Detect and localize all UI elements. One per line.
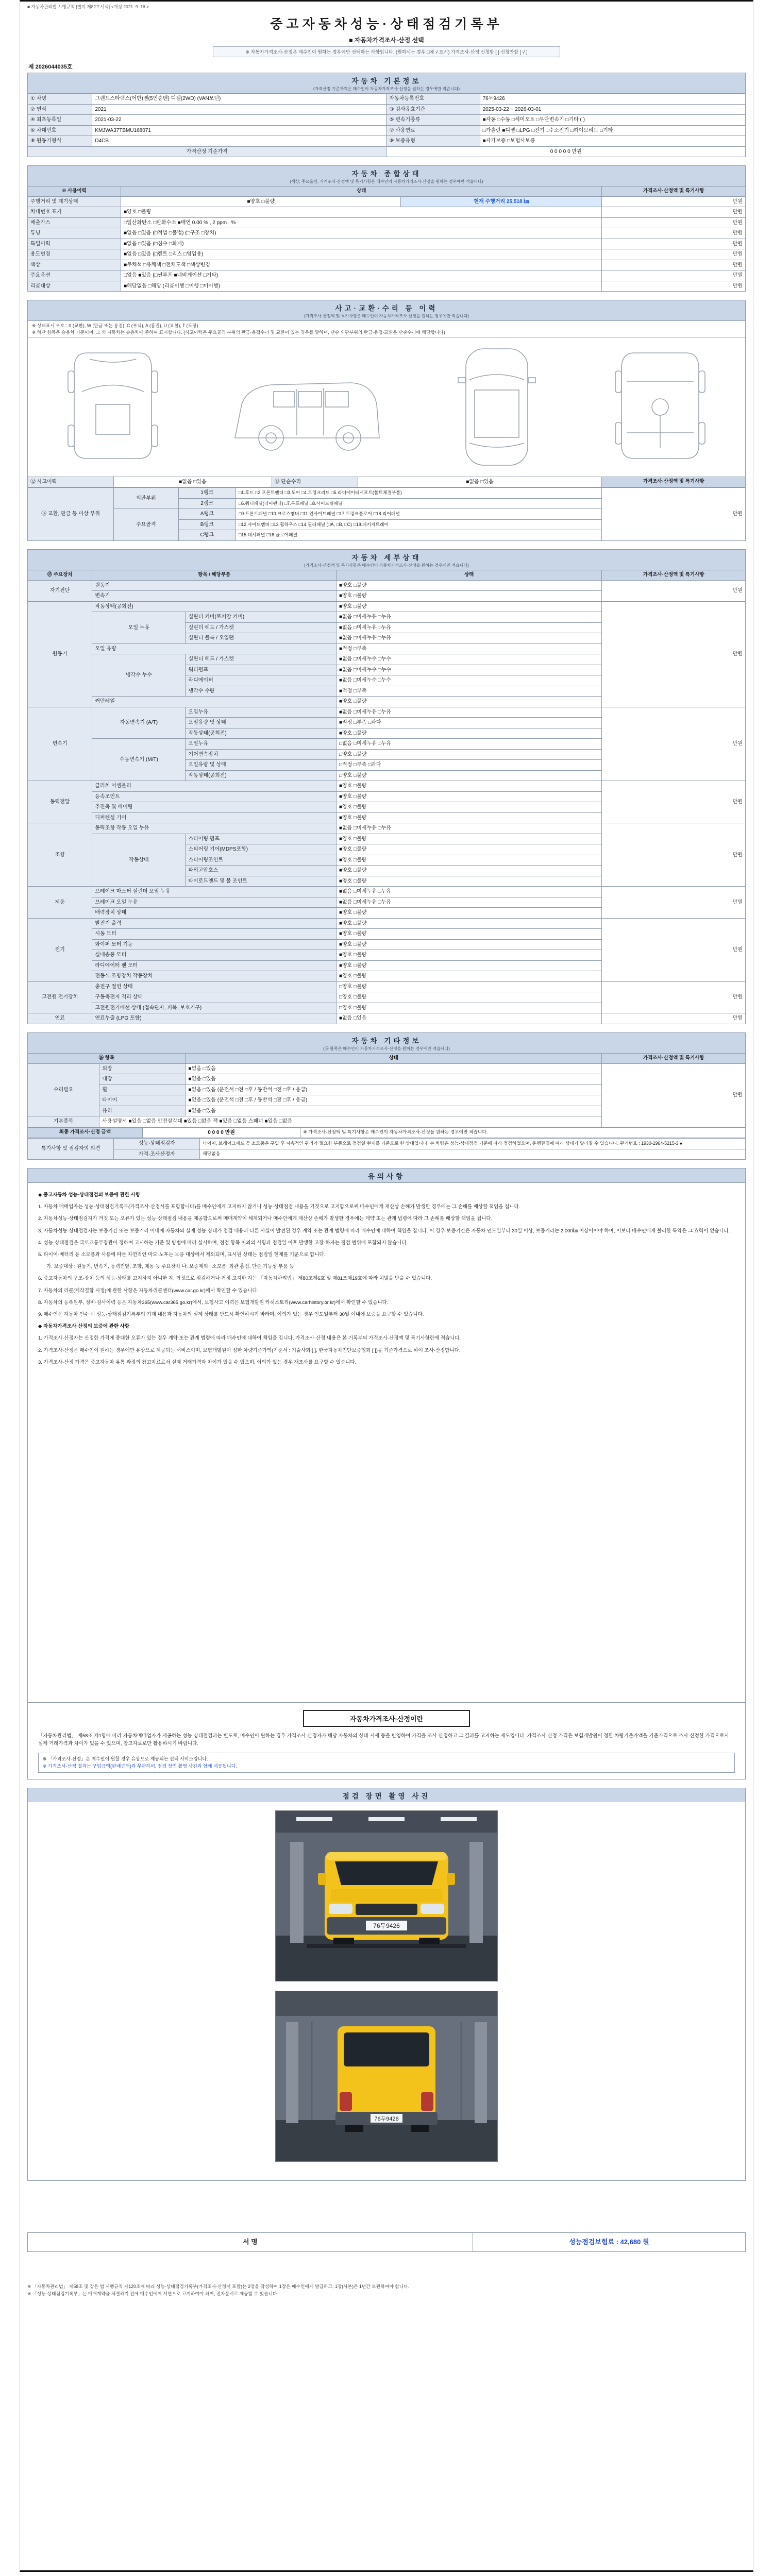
table-cell: 연료누출 (LPG 포함) xyxy=(92,1013,337,1024)
document-page xyxy=(20,0,753,2572)
table-cell: 만원 xyxy=(602,1063,746,1127)
table-cell: 특기사항 및 점검자의 의견 xyxy=(28,1139,114,1160)
signature-table xyxy=(27,2232,746,2252)
inspection-photo-rear xyxy=(275,1991,498,2162)
table-cell: □15.대시패널 □16.플로어패널 xyxy=(236,530,601,541)
table-cell: 0 0 0 0 0 만원 xyxy=(386,146,746,157)
inspection-photos xyxy=(27,1802,746,2181)
accident-history-table xyxy=(27,477,746,488)
table-cell: □양호 □불량 xyxy=(336,770,601,781)
table-cell: 변속기 xyxy=(92,591,337,602)
table-cell: 사용설명서 ■있음 □없음 안전삼각대 ■있음 □없음 잭 ■있음 □없음 스패너 ■있음 □없음 xyxy=(99,1116,602,1127)
notice-paragraph: 가. 보증대상 : 원동기, 변속기, 동력전달, 조향, 제동 등 주요장치 나. 보증제외 : 소모품, 외관 흠집, 단순 기능성 부품 등 xyxy=(46,1264,294,1270)
spacer xyxy=(27,157,746,165)
table-cell: □12.사이드멤버 □13.휠하우스 □14.필러패널 (□A, □B, □C) □19.패키지트레이 xyxy=(236,519,601,530)
table-cell: 가격산정 기준가격 xyxy=(28,146,386,157)
table-cell: 2021 xyxy=(92,104,386,115)
overall-condition-table xyxy=(27,186,746,292)
table-cell: 만원 xyxy=(602,981,746,1013)
table-cell: 차대번호 표기 xyxy=(28,207,121,218)
table-cell: 만원 xyxy=(602,488,746,541)
table-cell: ■없음 □있음 (운전석 □전 □후 / 동반석 □전 □후 / 응급) xyxy=(186,1095,602,1106)
table-cell: ■없음 □있음 (운전석 □전 □후 / 동반석 □전 □후 / 응급) xyxy=(186,1084,602,1095)
table-cell: □6.쿼터패널(리어펜더) □7.루프패널 □8.사이드실패널 xyxy=(236,498,601,509)
section-other-title: 자동차 기타정보 xyxy=(351,1037,422,1045)
notice-paragraph: 4. 성능·상태점검은 국토교통부장관이 정하여 고시하는 기준 및 방법에 따라 실시하며, 점검 항목 이외의 사항과 점검일 이후 발생한 고장·하자는 점검 범위에 포함되지 않습니다. xyxy=(38,1240,408,1246)
table-cell: 원동기 xyxy=(28,601,92,707)
table-cell: 스티어링 기어(MDPS포함) xyxy=(186,844,337,855)
section-photos-title: 점검 장면 촬영 사진 xyxy=(342,1792,431,1801)
table-cell: ■양호 □불량 xyxy=(336,591,601,602)
table-cell: ■없음 □있음 (□적법 □불법) (□구조 □장치) xyxy=(121,228,602,239)
table-cell: 상태 xyxy=(121,187,602,197)
table-cell: 브레이크 마스터 실린더 오일 누유 xyxy=(92,887,337,897)
table-cell: ⑩ 사용이력 xyxy=(28,187,121,197)
table-cell: 커먼레일 xyxy=(92,697,337,707)
table-cell: 등속조인트 xyxy=(92,791,337,802)
notice-paragraph: 5. 타이어·배터리 등 소모품과 사용에 따른 자연적인 마모·노후는 보증 대상에서 제외되며, 표시된 상태는 점검일 현재를 기준으로 합니다. xyxy=(38,1252,326,1258)
table-cell: 만원 xyxy=(602,207,746,218)
notice-paragraph: 3. 자동차성능·상태점검자는 보증기간 또는 보증거리 이내에 자동차의 실제 성능·상태가 점검 내용과 다른 사실이 발견된 경우 계약 또는 관계 법령에 따라 매수인에 대하여 책임을 집니다. 이 경우 보증기간은 자동차 인도일부터 30일 이상, 보증거리는 2,000㎞ 이상이어야 하며, 이보다 매수인에게 불리한 특약은 그 효력이 없습니다. xyxy=(38,1228,730,1234)
table-cell: □1.후드 □2.프론트펜더 □3.도어 □4.트렁크리드 □5.라디에이터서포트(볼트체결부품) xyxy=(236,488,601,499)
table-cell: ※ 가격조사·산정액 및 특기사항은 매수인이 자동차가격조사·산정을 원하는 경우에만 적습니다. xyxy=(300,1127,746,1138)
table-cell: 만원 xyxy=(602,239,746,249)
table-cell: 냉각수 수량 xyxy=(186,686,337,697)
table-cell: 타이어 xyxy=(99,1095,186,1106)
table-cell: ④ 최초등록일 xyxy=(28,115,92,126)
table-cell: ■없음 □있음 xyxy=(186,1074,602,1085)
table-cell: ② 연식 xyxy=(28,104,92,115)
notice-paragraph: 6. 중고자동차의 구조·장치 등의 성능·상태를 고지하지 아니한 자, 거짓으로 점검하거나 거짓 고지한 자는 「자동차관리법」 제80조제6호 및 제81조제19호에 따라 처벌을 받을 수 있습니다. xyxy=(38,1276,432,1282)
table-cell: ① 차명 xyxy=(28,94,92,105)
detail-condition-table xyxy=(27,570,746,1024)
table-cell: 실린더 헤드 / 가스켓 xyxy=(186,622,337,633)
table-cell: 외판부위 xyxy=(114,488,178,509)
section-notices-header xyxy=(27,1168,746,1182)
spacer xyxy=(27,1780,746,1788)
table-cell: 변속기 xyxy=(28,707,92,781)
table-cell: 배출가스 xyxy=(28,217,121,228)
table-cell: 특별이력 xyxy=(28,239,121,249)
table-cell: 충전구 절연 상태 xyxy=(92,981,337,992)
table-cell: 리콜대상 xyxy=(28,281,121,292)
inspector-opinion-table xyxy=(27,1138,746,1160)
table-cell: 원동기 xyxy=(92,580,337,591)
section-other-header xyxy=(27,1032,746,1053)
table-cell: ■양호 □불량 xyxy=(336,834,601,844)
price-select-title: ■ 자동차가격조사·산정 선택 xyxy=(349,37,424,44)
table-cell: ■없음 □있음 (□침수 □화재) xyxy=(121,239,602,249)
section-notices-title: 유의사항 xyxy=(367,1173,406,1181)
table-cell: 가격조사·산정액 및 특기사항 xyxy=(602,1053,746,1063)
table-cell: 용도변경 xyxy=(28,249,121,260)
table-cell: ■양호 □불량 xyxy=(336,971,601,982)
table-cell: ■양호 □불량 xyxy=(121,207,602,218)
notice-paragraph: 7. 자동차의 리콜(제작결함 시정)에 관한 사항은 자동차리콜센터(www.car.go.kr)에서 확인할 수 있습니다. xyxy=(38,1287,259,1294)
table-cell: ■적정 □부족 xyxy=(336,686,601,697)
table-cell: 오일유량 및 상태 xyxy=(186,760,337,771)
table-cell: □9.프론트패널 □10.크로스멤버 □11.인사이드패널 □17.트렁크플로어 □18.리어패널 xyxy=(236,509,601,520)
table-cell: 기어변속장치 xyxy=(186,749,337,760)
table-cell: 작동상태(공회전) xyxy=(186,770,337,781)
table-cell: ⑫ 사고이력 xyxy=(28,477,114,487)
legend-line-2: ※ 하단 항목은 승용차 기준이며, 그 외 자동차는 승용차에 준하여 표시합니다. (사고이력은 주요골격 부위의 판금·용접수리 및 교환이 있는 경우를 말하며, 단순 외판부위의 판금·용접·교환은 단순수리에 해당합니다) xyxy=(32,329,445,335)
table-cell: ■양호 □불량 xyxy=(336,802,601,813)
table-cell: □일산화탄소 □탄화수소 ■매연 0.00 % , 2 ppm , % xyxy=(121,217,602,228)
table-cell: 1랭크 xyxy=(178,488,236,499)
table-cell: 만원 xyxy=(602,918,746,981)
table-cell: 워터펌프 xyxy=(186,665,337,675)
table-cell: 오일 누유 xyxy=(92,612,186,644)
table-cell: 오일누유 xyxy=(186,739,337,750)
table-cell: 2025-03-22 ~ 2026-03-01 xyxy=(480,104,745,115)
table-cell: 수동변속기 (M/T) xyxy=(92,739,186,781)
table-cell: ■없음 □미세누유 □누유 xyxy=(336,707,601,718)
other-info-table xyxy=(27,1053,746,1127)
table-cell: ■없음 □있음 (□렌트 □리스 □영업용) xyxy=(121,249,602,260)
state-code-legend xyxy=(27,320,746,337)
table-cell: ⑧ 원동기형식 xyxy=(28,136,92,147)
spacer xyxy=(27,292,746,300)
table-cell: 발전기 출력 xyxy=(92,918,337,929)
car-diagram-side xyxy=(222,343,387,471)
table-cell: ■없음 □미세누수 □누수 xyxy=(336,654,601,665)
table-cell: □없음 ■있음 (□썬루프 ■네비게이션 □기타) xyxy=(121,270,602,281)
table-cell: ■없음 □미세누유 □누유 xyxy=(336,612,601,623)
table-cell: 만원 xyxy=(602,228,746,239)
table-cell: ⑮ 주요장치 xyxy=(28,570,92,580)
table-cell: 외장 xyxy=(99,1063,186,1074)
table-cell: D4CB xyxy=(92,136,386,147)
table-cell: ■양호 □불량 xyxy=(336,960,601,971)
notice-paragraph: 2. 가격조사·산정은 매수인이 원하는 경우에만 유상으로 제공되는 서비스이며, 보험개발원이 정한 차량기준가액(기준서 : 기술사회 [ ], 한국자동차진단보증협회 [ ])을 기준가격으로 하여 조사·산정합니다. xyxy=(38,1347,461,1353)
table-cell: 실린더 블록 / 오일팬 xyxy=(186,633,337,644)
table-cell: 만원 xyxy=(602,260,746,270)
car-diagram-rear-underbody xyxy=(606,343,714,471)
table-cell: 작동상태 xyxy=(92,834,186,887)
table-cell: 디퍼렌셜 기어 xyxy=(92,812,337,823)
table-cell: 클러치 어셈블리 xyxy=(92,781,337,792)
table-cell: ■양호 □불량 xyxy=(336,791,601,802)
spacer xyxy=(27,541,746,549)
table-cell: ■없음 □미세누유 □누유 xyxy=(336,887,601,897)
table-cell: 서 명 xyxy=(28,2233,473,2252)
table-cell: 항목 / 해당부품 xyxy=(92,570,337,580)
section-other-note: (⑯ 항목은 매수인이 자동차가격조사·산정을 원하는 경우에만 적습니다) xyxy=(323,1046,450,1051)
table-cell: 만원 xyxy=(602,887,746,919)
table-cell: □양호 □불량 xyxy=(336,992,601,1003)
table-cell: 성능·상태점검자 xyxy=(114,1139,200,1149)
table-cell: 상태 xyxy=(336,570,601,580)
table-cell: 냉각수 누수 xyxy=(92,654,186,697)
table-cell: 만원 xyxy=(602,196,746,207)
table-cell: ■없음 □미세누수 □누수 xyxy=(336,675,601,686)
table-cell: 주요옵션 xyxy=(28,270,121,281)
table-cell: 튜닝 xyxy=(28,228,121,239)
notice-paragraph: 9. 매수인은 자동차 인수 시 성능·상태점검기록부의 기재 내용과 자동차의 실제 상태를 반드시 확인하시기 바라며, 이의가 있는 경우 인도일부터 30일 이내에 보증을 요구할 수 있습니다. xyxy=(38,1311,424,1317)
table-cell: 자동차등록번호 xyxy=(386,94,480,105)
table-cell: 와이퍼 모터 기능 xyxy=(92,939,337,950)
section-basic-title: 자동차 기본정보 xyxy=(351,77,422,85)
table-cell: 그랜드스타렉스(어반)밴(5인승밴) 디젤(2WD) (VAN모던) xyxy=(92,94,386,105)
table-cell: □가솔린 ■디젤 □LPG □전기 □수소전기 □하이브리드 □기타 xyxy=(480,125,745,136)
price-definition-body: 「자동차관리법」 제58조 제1항에 따라 자동차매매업자가 제공하는 성능·상태점검과는 별도로, 매수인이 원하는 경우 가격조사·산정자가 해당 자동차의 상태·시세 등을 반영하여 가격을 조사·산정하고 그 결과를 고지하는 제도입니다. 가격조사·산정 가격은 보험개발원이 정한 차량기준가액을 기준가격으로 조사·산정한 가격으로서 실제 거래가격과 차이가 있을 수 있으며, 참고자료로만 활용하시기 바랍니다. xyxy=(38,1733,729,1747)
table-cell: 76두9426 xyxy=(480,94,745,105)
table-cell: 자기진단 xyxy=(28,580,92,601)
section-basic-header xyxy=(27,73,746,93)
notice-paragraph: 1. 가격조사·산정자는 산정한 가격에 중대한 오류가 있는 경우 계약 또는 관계 법령에 따라 매수인에 대하여 책임을 집니다. 가격조사·산정 내용은 본 기록부의 가격조사·산정액 및 특기사항란에 적습니다. xyxy=(38,1335,461,1342)
table-cell: 해당없음 xyxy=(200,1149,746,1160)
section-overall-note: (색상, 주요옵션, 가격조사·산정액 및 특기사항은 매수인이 자동차가격조사·산정을 원하는 경우에만 적습니다) xyxy=(290,179,483,184)
table-cell: 오일 유량 xyxy=(92,643,337,654)
table-cell: 수리필요 xyxy=(28,1063,99,1116)
table-cell: ⑦ 사용연료 xyxy=(386,125,480,136)
section-photos-header xyxy=(27,1788,746,1802)
notice-paragraph: ◆ 중고자동차 성능·상태점검의 보증에 관한 사항 xyxy=(38,1192,141,1198)
section-detail-note: (가격조사·산정액 및 특기사항은 매수인이 자동차가격조사·산정을 원하는 경우에만 적습니다) xyxy=(304,563,469,568)
price-definition-title: 자동차가격조사·산정이란 xyxy=(303,1710,470,1727)
table-cell: ■양호 □불량 xyxy=(336,812,601,823)
table-cell: ■없음 □있음 xyxy=(186,1106,602,1116)
spacer xyxy=(27,1024,746,1032)
table-cell: 타이어, 브레이크패드 등 소모품은 구입 후 지속적인 관리가 필요한 부품으로 점검일 현재를 기준으로 한 상태입니다. 본 차량은 성능·상태점검 기준에 따라 점검하였으며, 운행환경에 따라 상태가 달라질 수 있습니다. 관리번호 : 1930-1964-5215-3 ♠ xyxy=(200,1139,746,1149)
table-cell: 내장 xyxy=(99,1074,186,1085)
table-cell: 조향 xyxy=(28,823,92,887)
panel-rank-table xyxy=(27,487,746,541)
table-cell: 전동식 조향장치 작동장치 xyxy=(92,971,337,982)
table-cell: ③ 검사유효기간 xyxy=(386,104,480,115)
table-cell: 만원 xyxy=(602,249,746,260)
table-cell: ■무채색 □유채색 □전체도색 □색상변경 xyxy=(121,260,602,270)
table-cell: ■적정 □부족 □과다 xyxy=(336,718,601,728)
table-cell: ■양호 □불량 xyxy=(336,697,601,707)
table-cell: 2랭크 xyxy=(178,498,236,509)
table-cell: ■양호 □불량 xyxy=(336,601,601,612)
table-cell: 타이로드엔드 및 볼 조인트 xyxy=(186,876,337,887)
table-cell: ■양호 □불량 xyxy=(336,580,601,591)
table-cell: ⑤ 변속기종류 xyxy=(386,115,480,126)
notice-paragraph: 1. 자동차 매매업자는 성능·상태점검기록부(가격조사·산정서를 포함합니다)를 매수인에게 고지하지 않거나 성능·상태점검 내용을 거짓으로 고지함으로써 매수인에게 재산상 손해가 발생한 경우에는 그 손해를 배상할 책임을 집니다. xyxy=(38,1204,520,1210)
table-cell: 0 0 0 0 만원 xyxy=(142,1127,300,1138)
notice-paragraph: 2. 자동차성능·상태점검자가 거짓 또는 오류가 있는 성능·상태점검 내용을 제공함으로써 매매계약이 해제되거나 매수인에게 재산상 손해가 발생한 경우에는 계약 또는 관계 법령에 따라 그 손해를 배상할 책임을 집니다. xyxy=(38,1216,493,1222)
table-cell: 휠 xyxy=(99,1084,186,1095)
basic-info-table xyxy=(27,93,746,157)
table-cell: ■없음 □미세누유 □누유 xyxy=(336,897,601,908)
table-cell: A랭크 xyxy=(178,509,236,520)
table-cell: ■해당없음 □해당 (리콜이행 □이행 □미이행) xyxy=(121,281,602,292)
table-cell: 작동상태(공회전) xyxy=(186,728,337,739)
price-definition-note-1: ※ 「가격조사·산정」은 매수인이 원할 경우 유상으로 제공되는 선택 서비스입니다. xyxy=(43,1756,208,1762)
table-cell: 자동변속기 (A/T) xyxy=(92,707,186,739)
table-cell: 실내송풍 모터 xyxy=(92,950,337,961)
table-cell: 시동 모터 xyxy=(92,929,337,940)
car-diagram-top xyxy=(443,343,551,471)
table-cell: 만원 xyxy=(602,270,746,281)
notices-box xyxy=(27,1182,746,1703)
section-overall-title: 자동차 종합상태 xyxy=(351,170,422,178)
price-select-note: ※ 자동차가격조사·산정은 매수인이 원하는 경우에만 선택하는 사항입니다. (원하시는 경우 □에 √ 표시) 가격조사·산정 신청함 [ ] 신청안함 [ √ ] xyxy=(213,46,560,57)
table-cell: KMJWA37TBMU168071 xyxy=(92,125,386,136)
table-cell: 실린더 헤드 / 가스켓 xyxy=(186,654,337,665)
table-cell: ■없음 □미세누유 □누유 xyxy=(336,633,601,644)
table-cell: 연료 xyxy=(28,1013,92,1024)
table-cell: 기본품목 xyxy=(28,1116,99,1127)
table-cell: 상태 xyxy=(186,1053,602,1063)
table-cell: 색상 xyxy=(28,260,121,270)
table-cell: ⑨ 보증유형 xyxy=(386,136,480,147)
table-cell: 고전원 전기장치 xyxy=(28,981,92,1013)
section-accident-note: (가격조사·산정액 및 특기사항은 매수인이 자동차가격조사·산정을 원하는 경우에만 적습니다) xyxy=(304,314,469,319)
table-cell: 만원 xyxy=(602,217,746,228)
table-cell: ■양호 □불량 xyxy=(336,781,601,792)
table-cell: ■없음 □있음 xyxy=(114,477,272,487)
table-cell: 유리 xyxy=(99,1106,186,1116)
table-cell: ■양호 □불량 xyxy=(336,866,601,876)
table-cell: 오일누유 xyxy=(186,707,337,718)
table-cell: 만원 xyxy=(602,823,746,887)
table-cell: □적정 □부족 □과다 xyxy=(336,760,601,771)
footer-note-1: ※ 「자동차관리법」 제58조 및 같은 법 시행규칙 제120조에 따라 성능·상태점검기록부(가격조사·산정서 포함)는 2장을 작성하여 1장은 매수인에게 발급하고, 1장(사본)은 1년간 보관하여야 합니다. xyxy=(27,2283,410,2289)
table-cell: □양호 □불량 xyxy=(336,981,601,992)
section-basic-note: (가격산정 기준가격은 매수인이 자동차가격조사·산정을 원하는 경우에만 적습니다) xyxy=(313,87,460,91)
table-cell: 최종 가격조사·산정 금액 xyxy=(28,1127,143,1138)
page-title: 중고자동차성능·상태점검기록부 xyxy=(270,17,503,31)
table-cell: 작동상태(공회전) xyxy=(92,601,337,612)
table-cell: 제동 xyxy=(28,887,92,919)
table-cell: 스티어링조인트 xyxy=(186,855,337,866)
table-cell: ■없음 □미세누유 □누유 xyxy=(336,823,601,834)
table-cell: ■양호 □불량 xyxy=(336,844,601,855)
table-cell: 전기 xyxy=(28,918,92,981)
table-cell: ■자동 □수동 □세미오토 □무단변속기 □기타 ( ) xyxy=(480,115,745,126)
table-cell: 구동축전지 격리 상태 xyxy=(92,992,337,1003)
notice-paragraph: 8. 자동차의 등록원부, 정비·검사이력 등은 자동차365(www.car365.go.kr)에서, 보험사고 이력은 보험개발원 카히스토리(www.carhistory.or.kr)에서 확인할 수 있습니다. xyxy=(38,1299,389,1306)
table-cell: ■양호 □불량 xyxy=(336,855,601,866)
table-cell: ■없음 □미세누유 □누유 xyxy=(336,622,601,633)
footer-note-2: ※ 「성능·상태점검기록부」는 매매계약을 체결하기 전에 매수인에게 서면으로 고지하여야 하며, 전자문서로 제공할 수 있습니다. xyxy=(27,2291,279,2297)
inspection-photo-front xyxy=(275,1810,498,1981)
table-cell: ⑥ 차대번호 xyxy=(28,125,92,136)
table-cell: ■양호 □불량 xyxy=(336,939,601,950)
table-cell: ■양호 □불량 xyxy=(336,728,601,739)
car-diagram-front-underbody xyxy=(59,343,167,471)
table-cell: ■양호 □불량 xyxy=(336,929,601,940)
table-cell: ■양호 □불량 xyxy=(336,908,601,919)
table-cell: B랭크 xyxy=(178,519,236,530)
table-cell: □없음 □미세누유 □누유 xyxy=(336,739,601,750)
table-cell: 배력장치 상태 xyxy=(92,908,337,919)
legend-line-1: ※ 상태표시 부호 : X (교환), W (판금 또는 용접), C (부식), A (흠집), U (요철), T (도장) xyxy=(32,323,198,329)
table-cell: 추진축 및 베어링 xyxy=(92,802,337,813)
section-overall-header xyxy=(27,165,746,186)
price-definition-note-2: ※ 가격조사·산정 결과는 구입금액(판매금액)과 무관하며, 점검 장면 촬영 사진과 함께 제공됩니다. xyxy=(43,1763,237,1769)
table-cell: ■없음 □있음 xyxy=(336,1013,601,1024)
table-cell: 만원 xyxy=(602,281,746,292)
table-cell: 실린더 커버(로커암 커버) xyxy=(186,612,337,623)
table-cell: 라디에이터 팬 모터 xyxy=(92,960,337,971)
rear-plate-text: 76두9426 xyxy=(374,2116,399,2123)
table-cell: 만원 xyxy=(602,707,746,781)
table-cell: ■양호 □불량 xyxy=(121,196,401,207)
table-cell: 라디에이터 xyxy=(186,675,337,686)
notice-paragraph: 3. 가격조사·산정 가격은 중고자동차 유통 과정의 참고자료로서 실제 거래가격과 차이가 있을 수 있으며, 이의가 있는 경우 재조사를 요구할 수 있습니다. xyxy=(38,1359,357,1365)
table-cell: ■양호 □불량 xyxy=(336,876,601,887)
price-definition-notes xyxy=(38,1753,735,1773)
table-cell: □양호 □불량 xyxy=(336,1003,601,1013)
footer-notes xyxy=(27,2283,746,2297)
table-cell: 만원 xyxy=(602,1013,746,1024)
table-cell: 만원 xyxy=(602,601,746,707)
table-cell: 현재 주행거리 25,518 ㎞ xyxy=(401,196,602,207)
section-accident-header xyxy=(27,300,746,320)
spacer xyxy=(27,1160,746,1168)
notice-paragraph: ◆ 자동차가격조사·산정의 보증에 관한 사항 xyxy=(38,1324,130,1330)
table-cell: 2021-03-22 xyxy=(92,115,386,126)
section-accident-title: 사고·교환·수리 등 이력 xyxy=(335,304,438,313)
table-cell: 동력전달 xyxy=(28,781,92,823)
table-cell: □양호 □불량 xyxy=(336,749,601,760)
table-cell: ■적정 □부족 xyxy=(336,643,601,654)
table-cell: ■없음 □있음 xyxy=(358,477,602,487)
table-cell: ■자가보증 □보험사보증 xyxy=(480,136,745,147)
table-cell: 가격조사·산정액 및 특기사항 xyxy=(602,570,746,580)
table-cell: 만원 xyxy=(602,580,746,601)
form-reference: ■ 자동차관리법 시행규칙 [별지 제82호서식] <개정 2021. 9. 16.> xyxy=(27,4,149,9)
car-damage-diagrams xyxy=(27,337,746,477)
table-cell: ■양호 □불량 xyxy=(336,950,601,961)
table-cell: 동력조향 작동 오일 누유 xyxy=(92,823,337,834)
table-cell: ■없음 □미세누수 □누수 xyxy=(336,665,601,675)
price-definition-box xyxy=(27,1703,746,1780)
front-plate-text: 76두9426 xyxy=(373,1922,400,1930)
form-number: 제 2026044035호 xyxy=(28,64,73,70)
spacer xyxy=(27,2181,746,2232)
table-cell: C랭크 xyxy=(178,530,236,541)
table-cell: 만원 xyxy=(602,781,746,823)
table-cell: 가격·조사산정자 xyxy=(114,1149,200,1160)
table-cell: 오일유량 및 상태 xyxy=(186,718,337,728)
table-cell: ■양호 □불량 xyxy=(336,918,601,929)
section-detail-title: 자동차 세부상태 xyxy=(351,553,422,562)
table-cell: 성능점검보험료 : 42,680 원 xyxy=(473,2233,745,2252)
table-cell: 브레이크 오일 누유 xyxy=(92,897,337,908)
table-cell: 주행거리 및 계기상태 xyxy=(28,196,121,207)
table-cell: 고전원전기배선 상태 (접속단자, 피복, 보호기구) xyxy=(92,1003,337,1013)
table-cell: ⑭ 교환, 판금 등 이상 부위 xyxy=(28,488,114,541)
table-cell: 가격조사·산정액 및 특기사항 xyxy=(602,477,746,487)
table-cell: 파워고압호스 xyxy=(186,866,337,876)
final-price-table xyxy=(27,1127,746,1139)
section-detail-header xyxy=(27,549,746,570)
table-cell: ⑬ 단순수리 xyxy=(272,477,358,487)
table-cell: ⑯ 항목 xyxy=(28,1053,186,1063)
table-cell: 스티어링 펌프 xyxy=(186,834,337,844)
table-cell: 주요골격 xyxy=(114,509,178,541)
table-cell: ■없음 □있음 xyxy=(186,1063,602,1074)
table-cell: 가격조사·산정액 및 특기사항 xyxy=(602,187,746,197)
